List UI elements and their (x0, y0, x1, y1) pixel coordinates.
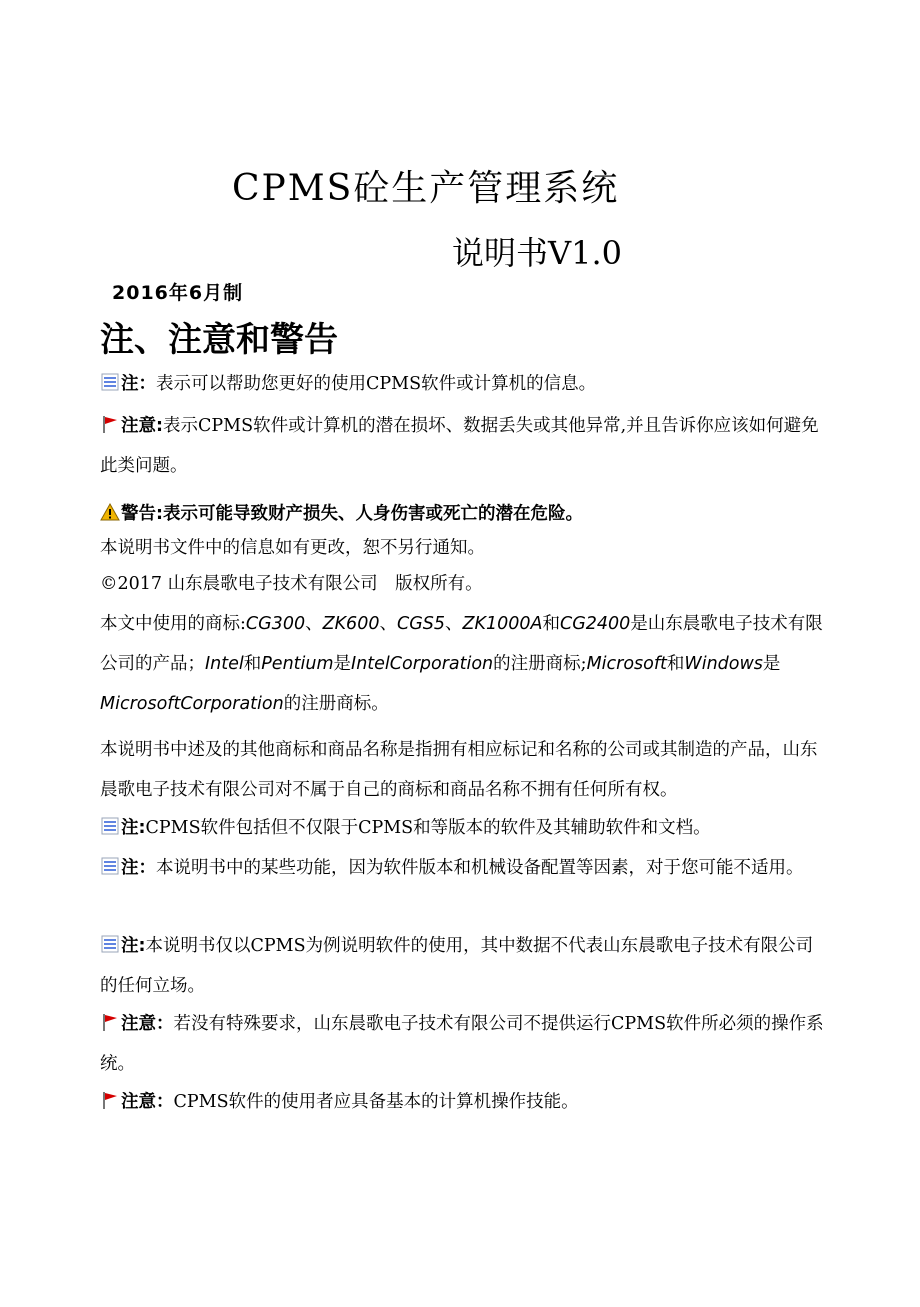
document-title: CPMS砼生产管理系统 (232, 168, 620, 209)
note-icon (100, 934, 120, 954)
note-label: 注: (121, 936, 146, 956)
separator: 和 (243, 654, 262, 674)
caution-text: CPMS软件的使用者应具备基本的计算机操作技能。 (173, 1092, 579, 1112)
note-text: CPMS软件包括但不仅限于CPMS和等版本的软件及其辅助软件和文档。 (145, 818, 711, 838)
trademark: ZK1000A (462, 614, 543, 634)
separator: 和 (542, 614, 560, 634)
separator: 是 (762, 654, 781, 674)
note-icon (100, 372, 120, 392)
note-icon (100, 856, 120, 876)
trademark: Intel (205, 654, 244, 674)
section-heading: 注、注意和警告 (100, 320, 338, 360)
caution-text: 若没有特殊要求，山东晨歌电子技术有限公司不提供运行CPMS软件所必须的操作系统。 (100, 1014, 824, 1074)
document-subtitle: 说明书V1.0 (452, 234, 623, 272)
trademarks-paragraph (100, 604, 825, 724)
note-paragraph (100, 364, 825, 404)
note-label: 注: (121, 818, 146, 838)
note-paragraph (100, 926, 825, 1006)
note-text: 本说明书中的某些功能，因为软件版本和机械设备配置等因素，对于您可能不适用。 (156, 858, 804, 878)
caution-text: 表示CPMS软件或计算机的潜在损坏、数据丢失或其他异常,并且告诉你应该如何避免此类问题。 (100, 416, 819, 476)
separator: 、 (305, 614, 323, 634)
separator: 是 (333, 654, 352, 674)
note-icon (100, 816, 120, 836)
note-text: 本说明书仅以CPMS为例说明软件的使用，其中数据不代表山东晨歌电子技术有限公司的任何立场。 (100, 936, 814, 996)
note-text: 表示可以帮助您更好的使用CPMS软件或计算机的信息。 (156, 374, 597, 394)
publish-date: 2016年6月制 (112, 282, 244, 304)
separator: 、 (379, 614, 397, 634)
separator: 和 (666, 654, 685, 674)
trademarks-text: 是山东晨歌电子技术有限公司的产品； (100, 614, 823, 674)
separator: 、 (445, 614, 463, 634)
caution-label: 注意: (121, 416, 163, 436)
copyright-paragraph: ©2017 山东晨歌电子技术有限公司 版权所有。 (100, 574, 483, 594)
caution-paragraph (100, 406, 825, 486)
note-paragraph (100, 808, 825, 848)
red-flag-icon (100, 414, 120, 434)
trademark: CGS5 (396, 614, 445, 634)
warning-label: 警告: (121, 504, 163, 524)
other-trademarks-paragraph: 本说明书中述及的其他商标和商品名称是指拥有相应标记和名称的公司或其制造的产品，山东晨歌电子技术有限公司对不属于自己的商标和商品名称不拥有任何所有权。 (100, 740, 818, 800)
trademark: MicrosoftCorporation (100, 694, 284, 714)
trademark: CG2400 (559, 614, 631, 634)
trademark: CG300 (245, 614, 306, 634)
warning-text: 表示可能导致财产损失、人身伤害或死亡的潜在危险。 (163, 504, 583, 524)
red-flag-icon (100, 1012, 120, 1032)
caution-label: 注意： (121, 1092, 174, 1112)
trademarks-text: 本文中使用的商标: (100, 614, 246, 634)
trademark: Microsoft (586, 654, 667, 674)
warning-triangle-icon (100, 502, 120, 522)
red-flag-icon (100, 1090, 120, 1110)
trademarks-text: 的注册商标。 (283, 694, 389, 714)
trademarks-text: 的注册商标; (493, 654, 587, 674)
caution-paragraph (100, 1082, 825, 1122)
trademark: ZK600 (322, 614, 380, 634)
trademark: IntelCorporation (351, 654, 494, 674)
note-paragraph (100, 848, 825, 888)
disclaimer-paragraph: 本说明书文件中的信息如有更改，恕不另行通知。 (100, 538, 485, 558)
note-label: 注： (121, 374, 156, 394)
trademark: Windows (684, 654, 763, 674)
trademark: Pentium (261, 654, 334, 674)
caution-label: 注意： (121, 1014, 174, 1034)
caution-paragraph (100, 1004, 825, 1084)
note-label: 注： (121, 858, 156, 878)
